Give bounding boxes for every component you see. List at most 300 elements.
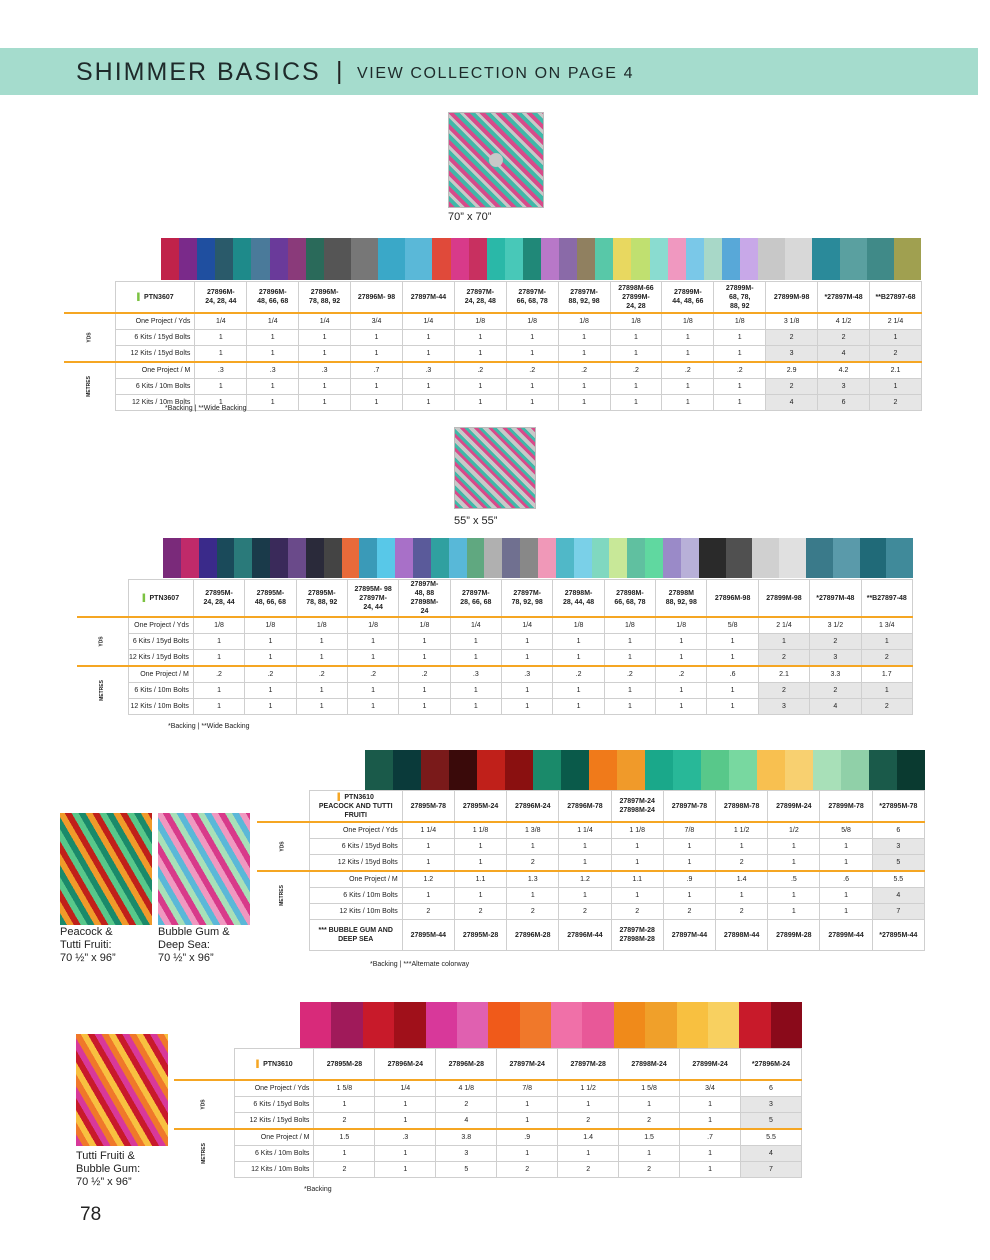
row-label: 12 Kits / 10m Bolts bbox=[309, 904, 402, 920]
fabric-swatch-strip bbox=[351, 238, 378, 280]
unit-section-label bbox=[64, 313, 116, 362]
fabric-swatch-strip bbox=[577, 238, 595, 280]
quantity-cell: 1 bbox=[680, 1113, 741, 1130]
quantity-cell: 1/4 bbox=[299, 313, 351, 330]
fabric-swatch-strip bbox=[538, 538, 556, 578]
unit-section-label bbox=[174, 1080, 235, 1129]
quantity-cell: 1/4 bbox=[195, 313, 247, 330]
fabric-swatch bbox=[739, 1002, 802, 1048]
row-label: 12 Kits / 10m Bolts bbox=[235, 1162, 314, 1178]
fabric-swatch bbox=[867, 238, 921, 280]
fabric-code-header: *27897M-48 bbox=[818, 282, 870, 314]
quantity-cell: 1 bbox=[502, 650, 553, 667]
quantity-cell: 2 bbox=[663, 904, 715, 920]
fabric-swatch bbox=[645, 750, 701, 790]
quantity-cell: .9 bbox=[497, 1129, 558, 1146]
fabric-swatch-strip bbox=[627, 538, 645, 578]
quantity-cell: 2 bbox=[716, 904, 768, 920]
quantity-cell: 1 bbox=[707, 683, 758, 699]
quantity-cell: 1 bbox=[619, 1146, 680, 1162]
quantity-cell: 1 bbox=[245, 634, 296, 650]
quantity-cell: 1/8 bbox=[553, 617, 604, 634]
quantity-cell: 2 bbox=[436, 1097, 497, 1113]
quantity-cell: 1.7 bbox=[861, 666, 912, 683]
quantity-cell: 1 bbox=[707, 634, 758, 650]
quantity-cell: 1/4 bbox=[247, 313, 299, 330]
quantity-cell: 7 bbox=[872, 904, 924, 920]
quilt-image-2 bbox=[454, 427, 536, 509]
fabric-swatch bbox=[538, 538, 592, 578]
fabric-swatch-strip bbox=[197, 238, 215, 280]
alternate-fabric-code: 27897M-28 27898M-28 bbox=[611, 920, 663, 951]
quantity-cell: 1 bbox=[351, 330, 403, 346]
quantity-cell: 1 bbox=[497, 1097, 558, 1113]
quantity-cell: 2 bbox=[758, 650, 809, 667]
fabric-swatch-strip bbox=[215, 238, 233, 280]
fabric-swatch-strip bbox=[520, 538, 538, 578]
page-number: 78 bbox=[80, 1204, 102, 1225]
fabric-swatch bbox=[488, 1002, 551, 1048]
table-row bbox=[77, 666, 913, 683]
quantity-cell: 1 bbox=[558, 346, 610, 363]
fabric-swatch bbox=[699, 538, 753, 578]
quilt-caption-3: Tutti Fruiti & Bubble Gum: 70 ½” x 96” bbox=[76, 1150, 141, 1188]
quantity-cell: 2 bbox=[818, 330, 870, 346]
quantity-cell: 5 bbox=[436, 1162, 497, 1178]
quantity-cell: 1 bbox=[604, 699, 655, 715]
fabric-swatch-strip bbox=[771, 1002, 802, 1048]
fabric-swatch-strip bbox=[233, 238, 251, 280]
quantity-cell: 1 bbox=[402, 855, 454, 872]
quantity-cell: 1 bbox=[247, 395, 299, 411]
quantity-cell: 1 bbox=[454, 346, 506, 363]
quantity-cell: 1/8 bbox=[296, 617, 347, 634]
fabric-swatch-strip bbox=[841, 750, 869, 790]
swatch-row-2 bbox=[163, 538, 913, 578]
row-label: One Project / M bbox=[128, 666, 193, 683]
fabric-swatch bbox=[421, 750, 477, 790]
fabric-swatch-strip bbox=[377, 538, 395, 578]
fabric-swatch-strip bbox=[785, 238, 812, 280]
quantity-cell: 1 bbox=[768, 904, 820, 920]
quantity-cell: 1 bbox=[351, 395, 403, 411]
fabric-swatch-strip bbox=[886, 538, 913, 578]
fabric-swatch bbox=[533, 750, 589, 790]
fabric-swatch bbox=[860, 538, 914, 578]
alternate-fabric-code: 27898M-44 bbox=[716, 920, 768, 951]
quantity-cell: 1 bbox=[558, 379, 610, 395]
fabric-swatch-strip bbox=[668, 238, 686, 280]
pattern-marker: ▌ bbox=[142, 594, 150, 602]
yardage-table-2 bbox=[77, 579, 913, 715]
fabric-code-header: 27895M- 48, 66, 68 bbox=[245, 580, 296, 618]
table-row bbox=[77, 634, 913, 650]
quantity-cell: 5/8 bbox=[707, 617, 758, 634]
row-label: 12 Kits / 15yd Bolts bbox=[309, 855, 402, 872]
quantity-cell: 1 bbox=[507, 839, 559, 855]
table-row bbox=[174, 1162, 802, 1178]
quantity-cell: 1 bbox=[656, 699, 707, 715]
quantity-cell: 7/8 bbox=[497, 1080, 558, 1097]
pattern-code: PTN3607 bbox=[144, 293, 174, 301]
quantity-cell: 2 bbox=[861, 650, 912, 667]
table-row bbox=[77, 650, 913, 667]
quantity-cell: 2 bbox=[558, 1162, 619, 1178]
fabric-swatch-strip bbox=[617, 750, 645, 790]
quantity-cell: .2 bbox=[656, 666, 707, 683]
row-label: 12 Kits / 10m Bolts bbox=[128, 699, 193, 715]
pattern-marker: ▌ bbox=[256, 1060, 264, 1068]
fabric-swatch-strip bbox=[729, 750, 757, 790]
pattern-code-cell bbox=[309, 791, 402, 823]
fabric-swatch-strip bbox=[631, 238, 649, 280]
quantity-cell: .2 bbox=[714, 362, 766, 379]
fabric-swatch-strip bbox=[645, 750, 673, 790]
quantity-cell: 1.4 bbox=[558, 1129, 619, 1146]
alternate-fabric-code: 27896M-44 bbox=[559, 920, 611, 951]
fabric-code-header: 27897M- 24, 28, 48 bbox=[454, 282, 506, 314]
fabric-code-header: 27896M-28 bbox=[436, 1049, 497, 1081]
quantity-cell: 2 bbox=[619, 1113, 680, 1130]
section-title: SHIMMER BASICS bbox=[76, 58, 321, 86]
fabric-code-header: 27899M-24 bbox=[680, 1049, 741, 1081]
quilt-image-5 bbox=[76, 1034, 168, 1146]
quantity-cell: 1 bbox=[314, 1097, 375, 1113]
title-separator: | bbox=[336, 57, 343, 85]
alternate-fabric-code: 27895M-44 bbox=[402, 920, 454, 951]
quantity-cell: 1 bbox=[502, 683, 553, 699]
quantity-cell: 1 1/8 bbox=[611, 822, 663, 839]
fabric-code-header: 27899M-24 bbox=[768, 791, 820, 823]
table-note-2: *Backing | **Wide Backing bbox=[168, 723, 250, 730]
fabric-code-header: 27895M- 78, 88, 92 bbox=[296, 580, 347, 618]
quantity-cell: 2 bbox=[314, 1162, 375, 1178]
quantity-cell: 1 bbox=[195, 379, 247, 395]
quantity-cell: 1 bbox=[506, 379, 558, 395]
quantity-cell: 1 bbox=[662, 330, 714, 346]
quantity-cell: 3/4 bbox=[680, 1080, 741, 1097]
quantity-cell: 2 bbox=[758, 683, 809, 699]
row-label: One Project / M bbox=[309, 871, 402, 888]
table-blank-cell bbox=[257, 920, 309, 951]
quantity-cell: 1 bbox=[375, 1146, 436, 1162]
table-row bbox=[64, 346, 922, 363]
quantity-cell: 1 bbox=[497, 1113, 558, 1130]
quantity-cell: 1 bbox=[758, 634, 809, 650]
quantity-cell: .5 bbox=[768, 871, 820, 888]
quantity-cell: 2 bbox=[497, 1162, 558, 1178]
fabric-swatch-strip bbox=[740, 238, 758, 280]
quantity-cell: 7 bbox=[741, 1162, 802, 1178]
quantity-cell: .6 bbox=[820, 871, 872, 888]
quantity-cell: 1 bbox=[553, 683, 604, 699]
table-row bbox=[64, 379, 922, 395]
quantity-cell: .6 bbox=[707, 666, 758, 683]
quantity-cell: 1 bbox=[611, 855, 663, 872]
quantity-cell: 1 bbox=[656, 683, 707, 699]
fabric-swatch-strip bbox=[686, 238, 704, 280]
row-label: 6 Kits / 15yd Bolts bbox=[116, 330, 195, 346]
row-label: 6 Kits / 15yd Bolts bbox=[235, 1097, 314, 1113]
quantity-cell: 3 bbox=[758, 699, 809, 715]
quantity-cell: 1 5/8 bbox=[314, 1080, 375, 1097]
fabric-code-header: 27895M-24 bbox=[454, 791, 506, 823]
quantity-cell: 1.4 bbox=[716, 871, 768, 888]
alternate-colorway-row bbox=[257, 920, 925, 951]
quantity-cell: 1 1/8 bbox=[454, 822, 506, 839]
fabric-swatch-strip bbox=[342, 538, 360, 578]
swatch-row-1 bbox=[161, 238, 921, 280]
alternate-fabric-code: 27899M-44 bbox=[820, 920, 872, 951]
fabric-code-header: 27895M- 24, 28, 44 bbox=[193, 580, 244, 618]
quantity-cell: 1 bbox=[820, 888, 872, 904]
fabric-swatch-strip bbox=[582, 1002, 613, 1048]
fabric-swatch bbox=[551, 1002, 614, 1048]
quantity-cell: 2 1/4 bbox=[869, 313, 921, 330]
quantity-cell: .3 bbox=[375, 1129, 436, 1146]
quantity-cell: 1.5 bbox=[619, 1129, 680, 1146]
quantity-cell: 1/8 bbox=[193, 617, 244, 634]
alternate-fabric-code: 27897M-44 bbox=[663, 920, 715, 951]
quantity-cell: 1 bbox=[820, 855, 872, 872]
unit-section-label bbox=[64, 362, 116, 411]
fabric-code-header: 27897M-44 bbox=[402, 282, 454, 314]
quantity-cell: 1 bbox=[619, 1097, 680, 1113]
quantity-cell: 1/8 bbox=[245, 617, 296, 634]
quantity-cell: 1 bbox=[553, 634, 604, 650]
quantity-cell: 1 bbox=[611, 888, 663, 904]
table-row bbox=[174, 1097, 802, 1113]
quantity-cell: 1 bbox=[610, 346, 662, 363]
quantity-cell: 1 bbox=[610, 395, 662, 411]
fabric-code-header: 27896M- 98 bbox=[351, 282, 403, 314]
table-note-1: *Backing | **Wide Backing bbox=[165, 405, 247, 412]
fabric-swatch-strip bbox=[234, 538, 252, 578]
quantity-cell: 1/4 bbox=[375, 1080, 436, 1097]
unit-section-label bbox=[257, 871, 309, 920]
quantity-cell: 1 bbox=[662, 379, 714, 395]
fabric-swatch-strip bbox=[613, 238, 631, 280]
row-label: 12 Kits / 15yd Bolts bbox=[235, 1113, 314, 1130]
fabric-swatch-strip bbox=[502, 538, 520, 578]
fabric-code-header: *27897M-48 bbox=[810, 580, 861, 618]
quantity-cell: 2 bbox=[558, 1113, 619, 1130]
quantity-cell: 1 bbox=[869, 330, 921, 346]
fabric-code-header: 27895M-78 bbox=[402, 791, 454, 823]
quilt-image-4 bbox=[158, 813, 250, 925]
fabric-code-header: *27896M-24 bbox=[741, 1049, 802, 1081]
quantity-cell: 6 bbox=[741, 1080, 802, 1097]
quantity-cell: 4 bbox=[436, 1113, 497, 1130]
fabric-swatch-strip bbox=[378, 238, 405, 280]
fabric-swatch bbox=[377, 538, 431, 578]
fabric-swatch-strip bbox=[645, 1002, 676, 1048]
fabric-swatch-strip bbox=[609, 538, 627, 578]
quantity-cell: 1 bbox=[558, 1097, 619, 1113]
fabric-swatch-strip bbox=[840, 238, 867, 280]
yardage-table-3 bbox=[257, 790, 925, 951]
fabric-swatch bbox=[701, 750, 757, 790]
fabric-swatch-strip bbox=[451, 238, 469, 280]
quantity-cell: 1 bbox=[869, 379, 921, 395]
quantity-cell: .3 bbox=[450, 666, 501, 683]
fabric-swatch bbox=[677, 1002, 740, 1048]
fabric-code-header: 27899M- 44, 48, 66 bbox=[662, 282, 714, 314]
fabric-swatch bbox=[300, 1002, 363, 1048]
quantity-cell: 1 bbox=[454, 888, 506, 904]
yardage-table-4 bbox=[174, 1048, 802, 1178]
quantity-cell: 1 bbox=[299, 346, 351, 363]
fabric-code-header: 27898M- 66, 68, 78 bbox=[604, 580, 655, 618]
quantity-cell: 1 bbox=[680, 1146, 741, 1162]
quantity-cell: 5.5 bbox=[741, 1129, 802, 1146]
fabric-swatch-strip bbox=[589, 750, 617, 790]
fabric-swatch-strip bbox=[681, 538, 699, 578]
quantity-cell: 1 bbox=[714, 395, 766, 411]
fabric-swatch bbox=[163, 538, 217, 578]
fabric-swatch-strip bbox=[739, 1002, 770, 1048]
quantity-cell: .7 bbox=[680, 1129, 741, 1146]
pattern-subtitle: PEACOCK AND TUTTI FRUITI bbox=[318, 802, 393, 819]
quantity-cell: 1 bbox=[768, 888, 820, 904]
row-label: 6 Kits / 10m Bolts bbox=[128, 683, 193, 699]
quantity-cell: 1 bbox=[193, 650, 244, 667]
quantity-cell: 1 bbox=[195, 346, 247, 363]
table-blank-cell bbox=[174, 1049, 235, 1081]
quantity-cell: 1 bbox=[502, 634, 553, 650]
fabric-swatch bbox=[324, 238, 378, 280]
quantity-cell: 1.3 bbox=[507, 871, 559, 888]
fabric-code-header: 27895M-28 bbox=[314, 1049, 375, 1081]
quantity-cell: 1 bbox=[247, 346, 299, 363]
table-row bbox=[77, 699, 913, 715]
unit-section-text: YDS bbox=[98, 636, 105, 647]
fabric-swatch-strip bbox=[541, 238, 559, 280]
quantity-cell: 1 bbox=[245, 650, 296, 667]
quantity-cell: .2 bbox=[296, 666, 347, 683]
pattern-code-cell bbox=[235, 1049, 314, 1081]
quantity-cell: 1/8 bbox=[604, 617, 655, 634]
quantity-cell: 1 bbox=[193, 683, 244, 699]
row-label: 6 Kits / 10m Bolts bbox=[235, 1146, 314, 1162]
quantity-cell: 3 1/8 bbox=[766, 313, 818, 330]
quantity-cell: 1 bbox=[663, 839, 715, 855]
fabric-swatch-strip bbox=[894, 238, 921, 280]
quantity-cell: .7 bbox=[351, 362, 403, 379]
quantity-cell: 7/8 bbox=[663, 822, 715, 839]
fabric-swatch-strip bbox=[324, 538, 342, 578]
fabric-code-header: 27898M-78 bbox=[716, 791, 768, 823]
fabric-swatch bbox=[813, 750, 869, 790]
fabric-swatch-strip bbox=[251, 238, 269, 280]
fabric-swatch bbox=[324, 538, 378, 578]
table-row bbox=[257, 822, 925, 839]
quantity-cell: 2 bbox=[454, 904, 506, 920]
quantity-cell: 1 bbox=[507, 888, 559, 904]
quantity-cell: 1 bbox=[558, 330, 610, 346]
quantity-cell: .3 bbox=[247, 362, 299, 379]
quantity-cell: 1.5 bbox=[314, 1129, 375, 1146]
quantity-cell: .2 bbox=[245, 666, 296, 683]
quantity-cell: 1 bbox=[296, 699, 347, 715]
quantity-cell: 1/8 bbox=[662, 313, 714, 330]
quantity-cell: 1 bbox=[399, 699, 450, 715]
quantity-cell: 1 bbox=[662, 395, 714, 411]
quantity-cell: 1 bbox=[454, 839, 506, 855]
quantity-cell: 2 bbox=[559, 904, 611, 920]
quantity-cell: 4 bbox=[818, 346, 870, 363]
fabric-swatch-strip bbox=[449, 750, 477, 790]
fabric-swatch-strip bbox=[395, 538, 413, 578]
quantity-cell: 1 bbox=[296, 634, 347, 650]
quantity-cell: 4 bbox=[766, 395, 818, 411]
fabric-swatch-strip bbox=[860, 538, 887, 578]
quantity-cell: 1 bbox=[450, 683, 501, 699]
table-row bbox=[257, 839, 925, 855]
fabric-code-header: 27897M- 66, 68, 78 bbox=[506, 282, 558, 314]
row-label: One Project / M bbox=[116, 362, 195, 379]
table-row bbox=[257, 855, 925, 872]
fabric-swatch-strip bbox=[595, 238, 613, 280]
quantity-cell: 1 bbox=[656, 650, 707, 667]
quantity-cell: 1 bbox=[663, 888, 715, 904]
quantity-cell: 1 1/4 bbox=[402, 822, 454, 839]
pattern-code-cell bbox=[128, 580, 193, 618]
alternate-fabric-code: 27896M-28 bbox=[507, 920, 559, 951]
quantity-cell: 1 bbox=[399, 683, 450, 699]
row-label: 6 Kits / 10m Bolts bbox=[309, 888, 402, 904]
pattern-code-cell bbox=[116, 282, 195, 314]
fabric-swatch-strip bbox=[324, 238, 351, 280]
quantity-cell: 1 bbox=[402, 346, 454, 363]
quantity-cell: 1 bbox=[450, 650, 501, 667]
quantity-cell: 1 bbox=[558, 1146, 619, 1162]
quantity-cell: 1 bbox=[450, 699, 501, 715]
fabric-swatch-strip bbox=[163, 538, 181, 578]
fabric-code-header: **B27897-48 bbox=[861, 580, 912, 618]
fabric-swatch-strip bbox=[505, 750, 533, 790]
table-header-row bbox=[257, 791, 925, 823]
quantity-cell: 4 bbox=[810, 699, 861, 715]
fabric-swatch-strip bbox=[699, 538, 726, 578]
table-note-3: *Backing | ***Alternate colorway bbox=[370, 961, 470, 968]
fabric-swatch-strip bbox=[457, 1002, 488, 1048]
fabric-code-header: 27896M- 24, 28, 44 bbox=[195, 282, 247, 314]
fabric-swatch bbox=[650, 238, 704, 280]
fabric-swatch-strip bbox=[520, 1002, 551, 1048]
quantity-cell: .2 bbox=[610, 362, 662, 379]
fabric-swatch-strip bbox=[359, 538, 377, 578]
quantity-cell: 1 bbox=[402, 839, 454, 855]
fabric-swatch-strip bbox=[161, 238, 179, 280]
quantity-cell: 1 1/4 bbox=[559, 822, 611, 839]
fabric-swatch-strip bbox=[785, 750, 813, 790]
pattern-marker: ▌ bbox=[337, 793, 345, 801]
quantity-cell: 1 bbox=[714, 346, 766, 363]
quantity-cell: 4 bbox=[741, 1146, 802, 1162]
quantity-cell: 1 bbox=[399, 650, 450, 667]
fabric-swatch bbox=[758, 238, 812, 280]
quantity-cell: 1 bbox=[768, 855, 820, 872]
quantity-cell: 1 bbox=[454, 379, 506, 395]
quantity-cell: 1/4 bbox=[402, 313, 454, 330]
quantity-cell: 1 bbox=[714, 330, 766, 346]
quantity-cell: 3 bbox=[741, 1097, 802, 1113]
fabric-swatch-strip bbox=[677, 1002, 708, 1048]
quantity-cell: 1 bbox=[375, 1113, 436, 1130]
quantity-cell: .3 bbox=[402, 362, 454, 379]
fabric-code-header: 27897M-28 bbox=[558, 1049, 619, 1081]
